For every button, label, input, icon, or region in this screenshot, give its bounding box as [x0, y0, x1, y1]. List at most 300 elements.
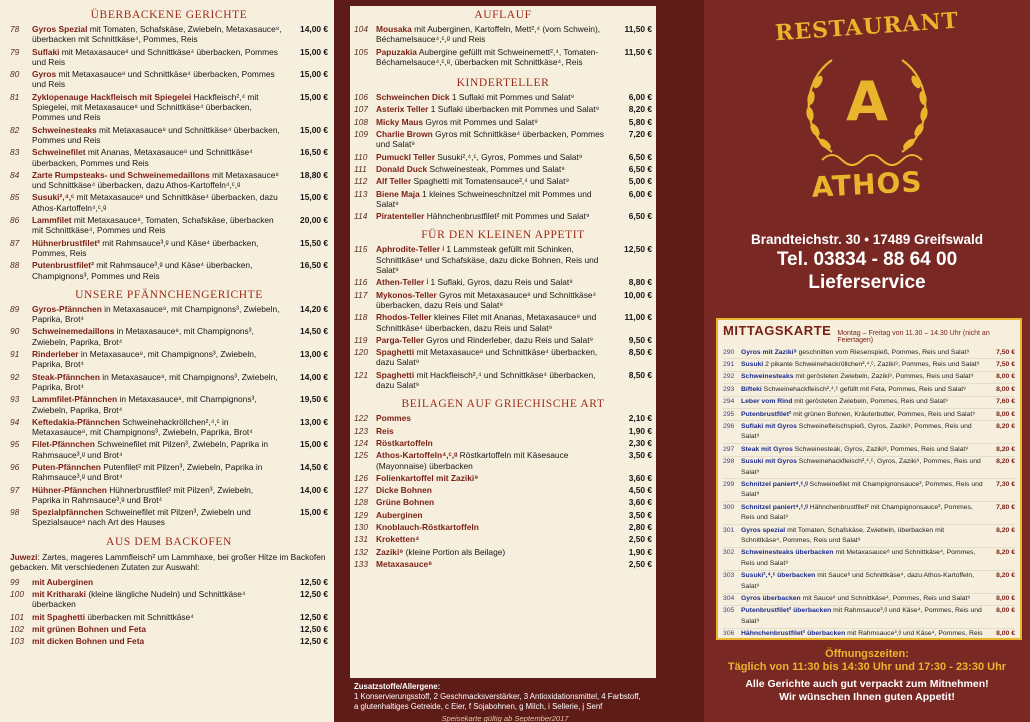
item-number: 304: [723, 595, 735, 603]
item-price: 8,00 €: [996, 410, 1015, 418]
item-price: 12,50 €: [300, 623, 328, 634]
item-name: Susuki²,⁴,ᶜ überbacken: [741, 572, 816, 580]
item-name: Hähnchenbrustfilet² überbacken: [741, 630, 846, 638]
item-number: 297: [723, 445, 735, 453]
item-price: 10,00 €: [624, 289, 652, 300]
item-details: (kleine Portion als Beilage): [403, 546, 506, 557]
item-price: 14,50 €: [300, 461, 328, 472]
item-number: 128: [354, 497, 368, 508]
menu-item: [354, 103, 652, 115]
item-number: 116: [354, 277, 368, 288]
menu-item: [723, 479, 1015, 502]
item-price: 14,00 €: [300, 371, 328, 382]
mittagskarte-title: MITTAGSKARTE: [723, 323, 832, 338]
item-number: 129: [354, 509, 368, 520]
menu-item: [354, 346, 652, 369]
item-name: Reis: [376, 425, 394, 436]
item-description: [376, 244, 610, 275]
item-details: Gyros mit Metaxasauce⁸ und Schnittkäse⁴ überbacken, dazu Reis und Salat⁹: [376, 289, 597, 310]
menu-item: [10, 623, 328, 635]
item-number: 305: [723, 607, 735, 615]
restaurant-name: ATHOS: [810, 165, 924, 204]
item-name: Mousaka: [376, 24, 412, 34]
item-number: 132: [354, 546, 368, 557]
item-description: [376, 534, 610, 544]
item-description: [376, 522, 610, 532]
menu-item: [354, 23, 652, 46]
item-name: Gyros Spezial: [32, 24, 88, 34]
menu-item: [10, 191, 328, 214]
menu-item: [354, 243, 652, 276]
item-description: [741, 594, 983, 604]
section-title-backofen: AUS DEM BACKOFEN: [106, 535, 232, 548]
menu-item: [354, 311, 652, 334]
item-details: mit Sauce⁸ und Schnittkäse⁴, dazu Athos-Kartoffeln, Salat⁹: [741, 572, 974, 590]
item-number: 118: [354, 312, 368, 323]
item-price: 8,80 €: [628, 277, 652, 288]
item-description: [376, 152, 610, 162]
item-name: Zyklopenauge Hackfleisch mit Spiegelei: [32, 91, 192, 102]
item-name: Micky Maus: [376, 116, 424, 127]
item-description: [376, 347, 610, 368]
item-price: 12,50 €: [300, 576, 328, 587]
item-name: Dicke Bohnen: [376, 485, 432, 496]
item-price: 8,20 €: [628, 104, 652, 115]
item-description: [741, 397, 983, 407]
item-number: 99: [10, 576, 20, 587]
item-price: 4,50 €: [628, 485, 652, 496]
item-description: [741, 526, 983, 547]
item-details: mit Metaxasauce⁸ und Schnittkäse⁴ überbacken, Pommes und Reis: [32, 46, 278, 67]
menu-item: [723, 359, 1015, 371]
item-description: [376, 450, 610, 471]
menu-item: [10, 438, 328, 461]
item-name: Schweinesteaks: [32, 124, 97, 135]
item-details: Schweinefilet mit Champignonsauce³, Pommes, Reis und Salat⁹: [741, 480, 983, 499]
item-details: mit Auberginen, Kartoffeln, Mett²,⁴ (vom Schwein), Béchamelsauce⁴,ᶜ,ᵍ und Reis: [376, 24, 601, 45]
item-price: 19,50 €: [300, 394, 328, 405]
item-description: [32, 69, 286, 90]
item-name: Putenbrustfilet²: [741, 410, 792, 418]
item-details: (kleine längliche Nudeln) und Schnittkäse⁴ überbacken: [32, 589, 246, 610]
item-number: 298: [723, 458, 735, 466]
item-details: mit Metaxasauce⁸ und Schnittkäse⁴, Pommes, Reis und Salat⁹: [741, 549, 976, 567]
item-number: 102: [10, 623, 24, 634]
menu-item: [354, 175, 652, 187]
restaurant-address: Brandteichstr. 30 • 17489 Greifswald: [750, 232, 984, 247]
menu-item: [723, 571, 1015, 594]
item-description: [741, 571, 983, 592]
menu-item: [10, 325, 328, 348]
menu-item: [10, 146, 328, 169]
item-details: Hähnchenbrustfilet² mit Pommes und Salat⁹: [424, 211, 590, 222]
item-price: 12,50 €: [300, 589, 328, 600]
item-description: [32, 349, 286, 370]
item-name: Zaziki⁹: [376, 546, 404, 557]
item-details: mit gerösteten Zwiebeln, Pommes, Reis und Salat⁹: [792, 398, 948, 406]
item-price: 3,50 €: [628, 509, 652, 520]
menu-item: [10, 23, 328, 46]
item-description: [376, 117, 610, 127]
menu-item: [723, 502, 1015, 525]
menu-list-kleinen: [354, 243, 652, 391]
item-name: Pumuckl Teller: [376, 151, 435, 162]
item-number: 292: [723, 373, 735, 381]
item-number: 296: [723, 422, 735, 430]
item-details: mit Metaxasauce⁸ und Schnittkäse⁴ überbacken, dazu Athos-Kartoffeln⁴,ᶜ,ᵍ: [32, 192, 278, 213]
item-details: Schweinesteak, Gyros, Zaziki⁹, Pommes, Reis und Salat⁹: [792, 445, 969, 453]
closing-wish: Wir wünschen Ihnen guten Appetit!: [779, 691, 955, 703]
item-number: 94: [10, 416, 20, 427]
item-price: 7,80 €: [996, 503, 1015, 511]
item-price: 8,20 €: [996, 526, 1015, 534]
item-name: Filet-Pfännchen: [32, 439, 95, 450]
item-description: [741, 629, 983, 640]
item-name: Donald Duck: [376, 163, 428, 174]
item-details: mit Tomaten, Schafskäse, Zwiebeln, Metaxasauce⁸, überbacken mit Schnittkäse⁴, Pommes, Reis: [32, 24, 282, 45]
item-description: [376, 497, 610, 507]
item-description: [376, 277, 610, 287]
item-price: 8,20 €: [996, 458, 1015, 466]
item-description: [741, 422, 983, 443]
item-number: 88: [10, 260, 20, 271]
item-name: Lammfilet-Pfännchen: [32, 394, 118, 405]
item-price: 15,00 €: [300, 69, 328, 80]
item-price: 13,00 €: [300, 349, 328, 360]
item-name: mit Kritharaki: [32, 589, 86, 600]
item-price: 6,50 €: [628, 151, 652, 162]
item-name: Suflaki: [32, 46, 60, 57]
item-price: 9,50 €: [628, 334, 652, 345]
item-description: [741, 480, 983, 501]
item-name: Aphrodite-Teller ʲ: [376, 244, 445, 255]
item-price: 13,00 €: [300, 416, 328, 427]
item-number: 109: [354, 129, 368, 140]
item-details: mit Ananas, Metaxasauce⁸ und Schnittkäse⁴ überbacken, Pommes und Reis: [32, 147, 253, 168]
item-description: [376, 47, 610, 68]
item-price: 7,50 €: [996, 348, 1015, 356]
item-details: geschnitten vom Riesenspieß, Pommes, Reis und Salat⁹: [796, 348, 970, 356]
item-name: Pommes: [376, 413, 411, 424]
item-number: 106: [354, 92, 368, 103]
item-price: 7,30 €: [996, 480, 1015, 488]
item-price: 8,20 €: [996, 422, 1015, 430]
item-name: Grüne Bohnen: [376, 497, 435, 508]
item-details: Schweinehackfleisch²,⁴,ᶜ, Gyros, Zaziki⁹, Pommes, Reis und Salat⁹: [741, 458, 981, 476]
item-description: [32, 215, 286, 236]
menu-item: [354, 91, 652, 103]
item-description: [32, 304, 286, 325]
menu-valid-note: Speisekarte gültig ab September2017: [441, 714, 569, 722]
item-number: 300: [723, 503, 735, 511]
menu-list-beilagen: [354, 412, 652, 570]
item-name: Lammfilet: [32, 215, 72, 226]
menu-item: [10, 484, 328, 507]
item-name: Parga-Teller: [376, 334, 424, 345]
item-number: 125: [354, 450, 368, 461]
item-details: Schweinesteak, Pommes und Salat⁹: [427, 163, 565, 174]
item-description: [376, 104, 610, 114]
item-details: in Metaxasauce⁸, mit Champignons³, Zwiebeln, Paprika, Brot⁴: [32, 326, 254, 347]
allergen-legend: Zusatzstoffe/Allergene: 1 Konservierungsstoff, 2 Geschmacksverstärker, 3 Antioxidationsmittel, 4 Farbstoff, a glutenhaltiges Getreide, c Eier, f Sojabohnen, g Milch, i Sellerie, j Senf: [354, 682, 641, 711]
menu-item: [354, 509, 652, 521]
item-description: [376, 24, 610, 45]
menu-item: [10, 46, 328, 69]
item-name: Putenbrustfilet²: [32, 260, 94, 271]
mittagskarte-box: [716, 318, 1022, 640]
item-number: 120: [354, 347, 368, 358]
item-price: 15,00 €: [300, 124, 328, 135]
section-title-auflauf: AUFLAUF: [474, 9, 532, 21]
menu-item: [354, 496, 652, 508]
menu-item: [723, 384, 1015, 396]
item-name: Metaxasauce⁸: [376, 558, 433, 569]
item-name: Steak-Pfännchen: [32, 371, 100, 382]
item-description: [376, 189, 610, 210]
item-description: [32, 326, 286, 347]
menu-item: [10, 393, 328, 416]
item-details: kleines Filet mit Ananas, Metaxasauce⁸ und Schnittkäse⁴ überbacken, dazu Reis und Salat⁹: [376, 312, 597, 333]
item-description: [741, 385, 983, 395]
item-name: Rhodos-Teller: [376, 312, 432, 323]
item-description: [376, 473, 610, 483]
item-name: Gyros mit Zaziki⁹: [741, 348, 797, 356]
menu-item: [10, 214, 328, 237]
item-details: mit Rahmsauce³,ᵍ und Käse⁴ überbacken, Pommes, Reis: [32, 237, 259, 258]
item-name: Schnitzel paniert⁴,ᶜ,ᵍ: [741, 503, 808, 511]
menu-item: [354, 472, 652, 484]
item-number: 291: [723, 360, 735, 368]
item-name: Gyros spezial: [741, 526, 786, 534]
item-number: 301: [723, 526, 735, 534]
item-details: mit Metaxasauce⁸ und Schnittkäse⁴ überbacken, dazu Athos-Kartoffeln⁴,ᶜ,ᵍ: [32, 169, 279, 191]
item-details: in Metaxasauce⁸, mit Champignons³, Zwiebeln, Paprika, Brot⁴: [32, 303, 280, 325]
item-name: mit Auberginen: [32, 576, 94, 587]
item-name: Alf Teller: [376, 176, 412, 187]
item-details: Gyros und Rinderleber, dazu Reis und Salat⁹: [423, 334, 594, 345]
item-number: 122: [354, 413, 368, 424]
item-number: 80: [10, 69, 20, 80]
item-number: 79: [10, 46, 20, 57]
item-price: 2,50 €: [628, 534, 652, 545]
menu-item: [723, 629, 1015, 640]
menu-item: [354, 369, 652, 392]
menu-item: [10, 237, 328, 260]
menu-item: [723, 606, 1015, 629]
item-name: mit dicken Bohnen und Feta: [32, 636, 145, 647]
item-name: Kroketten⁴: [376, 534, 420, 545]
item-name: Piratenteller: [376, 211, 425, 222]
item-number: 111: [354, 163, 367, 174]
item-description: [741, 372, 983, 382]
item-description: [741, 410, 983, 420]
item-price: 1,90 €: [628, 425, 652, 436]
item-price: 6,50 €: [628, 163, 652, 174]
item-name: Suflaki mit Gyros: [741, 422, 797, 430]
item-price: 15,00 €: [300, 439, 328, 450]
item-details: Gyros mit Pommes und Salat⁹: [423, 116, 538, 127]
item-price: 3,60 €: [628, 472, 652, 483]
item-price: 2,80 €: [628, 521, 652, 532]
item-details: mit Rahmsauce³,ᵍ und Käse⁴, Pommes, Reis und Salat⁹: [741, 607, 982, 625]
menu-item: [723, 444, 1015, 456]
item-number: 108: [354, 116, 368, 127]
item-price: 8,20 €: [996, 549, 1015, 557]
item-details: Susuki²,⁴,ᶜ, Gyros, Pommes und Salat⁹: [434, 151, 583, 162]
item-number: 293: [723, 385, 735, 393]
item-description: [32, 577, 286, 587]
item-description: [32, 192, 286, 213]
item-name: Schweinesteaks: [741, 373, 794, 381]
item-details: überbacken mit Schnittkäse⁴: [85, 611, 194, 622]
item-price: 15,00 €: [300, 91, 328, 102]
item-details: in Metaxasauce⁸, mit Champignons³, Zwiebeln, Paprika, Brot⁴: [32, 394, 257, 415]
item-details: 1 Suflaki überbacken mit Pommes und Salat⁹: [428, 104, 600, 115]
item-details: 1 Lammsteak gefüllt mit Schinken, Schnittkäse⁴ und Schafskäse, dazu dicke Bohnen, Reis und Salat⁹: [376, 244, 599, 276]
item-details: mit Hackfleisch²,⁴ und Schnittkäse⁴ überbacken, dazu Salat⁹: [376, 369, 596, 391]
item-price: 3,50 €: [628, 450, 652, 461]
item-price: 11,50 €: [624, 46, 652, 57]
item-description: [376, 164, 610, 174]
item-price: 20,00 €: [300, 215, 328, 226]
section-title-kleinen: FÜR DEN KLEINEN APPETIT: [421, 229, 585, 242]
menu-item: [723, 548, 1015, 571]
item-price: 5,80 €: [628, 116, 652, 127]
item-details: Hühnerbrustfilet² mit Pilzen³, Zwiebeln, Paprika in Rahmsauce³,ᵍ und Brot⁴: [32, 484, 254, 505]
item-details: in Metaxasauce⁸, mit Champignons³, Zwiebeln, Paprika, Brot⁴: [32, 371, 278, 392]
item-name: Schweinemedaillons: [32, 326, 115, 337]
item-name: Folienkartoffel mit Zaziki⁹: [376, 472, 479, 483]
item-details: mit Sauce⁸ und Schnittkäse⁴, Pommes, Reis und Salat⁹: [800, 595, 971, 603]
menu-item: [723, 594, 1015, 606]
item-number: 100: [10, 589, 24, 600]
item-details: in Metaxasauce⁸, mit Champignons³, Zwiebeln, Paprika, Brot⁴: [32, 349, 257, 370]
item-price: 7,50 €: [996, 360, 1015, 368]
item-name: Spaghetti: [376, 369, 415, 380]
item-price: 8,50 €: [628, 347, 652, 358]
item-number: 126: [354, 472, 368, 483]
item-name: Gyros überbacken: [741, 595, 801, 603]
logo-letter: A: [846, 70, 888, 133]
item-details: 1 kleines Schweineschnitzel mit Pommes und Salat⁹: [376, 188, 592, 209]
item-name: Gyros: [32, 69, 57, 80]
item-number: 87: [10, 237, 20, 248]
menu-item: [354, 46, 652, 69]
item-description: [32, 372, 286, 393]
item-number: 93: [10, 394, 20, 405]
item-number: 295: [723, 410, 735, 418]
menu-list-backofen: [10, 576, 328, 648]
item-number: 114: [354, 211, 368, 222]
restaurant-phone[interactable]: Tel. 03834 - 88 64 00: [776, 249, 958, 270]
item-details: Schweinehackfleisch²,⁴,ᶜ gefüllt mit Feta, Pommes, Reis und Salat⁹: [761, 385, 967, 393]
item-price: 8,50 €: [628, 369, 652, 380]
menu-item: [354, 334, 652, 346]
item-number: 131: [354, 534, 368, 545]
menu-item: [10, 588, 328, 611]
item-description: [376, 413, 610, 423]
item-number: 112: [354, 176, 368, 187]
section-title-kinderteller: KINDERTELLER: [456, 77, 550, 90]
item-name: Schnitzel paniert⁴,ᶜ,ᵍ: [741, 480, 808, 488]
item-description: [741, 348, 983, 358]
item-description: [32, 439, 286, 460]
item-details: mit Metaxasauce⁸, Tomaten, Schafskäse, überbacken mit Schnittkäse⁴, Pommes und Reis: [32, 215, 274, 236]
item-price: 1,90 €: [628, 546, 652, 557]
item-name: Susuki mit Gyros: [741, 458, 797, 466]
item-number: 95: [10, 439, 20, 450]
item-name: Gyros-Pfännchen: [32, 303, 102, 314]
menu-item: [354, 521, 652, 533]
item-price: 8,20 €: [996, 445, 1015, 453]
item-details: Röstkartoffeln mit Käsesauce (Mayonnaise) überbacken: [376, 450, 569, 471]
item-price: 14,50 €: [300, 326, 328, 337]
item-name: Spaghetti: [376, 347, 415, 358]
menu-item: [10, 303, 328, 326]
menu-item: [10, 91, 328, 124]
menu-item: [10, 68, 328, 91]
menu-item: [10, 124, 328, 147]
item-number: 117: [354, 289, 368, 300]
item-number: 97: [10, 484, 20, 495]
menu-item: [10, 461, 328, 484]
item-price: 2,10 €: [628, 413, 652, 424]
item-name: Biene Maja: [376, 188, 420, 199]
item-name: Auberginen: [376, 509, 423, 520]
item-price: 8,00 €: [996, 385, 1015, 393]
item-number: 98: [10, 507, 20, 518]
item-description: [32, 170, 286, 191]
item-description: [376, 312, 610, 333]
item-description: [32, 462, 286, 483]
menu-item: [354, 128, 652, 151]
item-number: 84: [10, 169, 20, 180]
menu-item: [723, 525, 1015, 548]
item-price: 6,00 €: [628, 188, 652, 199]
item-description: [32, 394, 286, 415]
item-details: Schweinefilet mit Pilzen³, Zwiebeln und Spezialsauce⁸ nach Art des Hauses: [32, 507, 251, 528]
item-details: mit Rahmsauce³,ᵍ und Käse⁴ überbacken, Champignons³, Pommes und Reis: [32, 260, 253, 281]
item-description: [376, 290, 610, 311]
item-description: [32, 47, 286, 68]
item-description: [376, 438, 610, 448]
menu-list-ueberbackene: [10, 23, 328, 282]
opening-hours-text: Täglich von 11:30 bis 14:30 Uhr und 17:30 - 23:30 Uhr: [727, 661, 1007, 673]
item-details: 1 Suflaki, Gyros, dazu Reis und Salat⁹: [428, 277, 573, 288]
item-description: [376, 92, 610, 102]
menu-panel-left: [0, 0, 334, 722]
menu-item: [10, 635, 328, 647]
item-description: [32, 507, 286, 528]
item-name: Athos-Kartoffeln⁴,ᶜ,ᵍ: [376, 450, 458, 461]
item-price: 14,00 €: [300, 24, 328, 34]
item-details: Hackfleisch²,⁴ mit Spiegelei, mit Metaxasauce⁸ und Schnittkäse⁴ überbacken, Pommes und Reis: [32, 91, 259, 123]
menu-item: [354, 533, 652, 545]
item-number: 110: [354, 151, 368, 162]
item-name: Athen-Teller ʲ: [376, 277, 429, 288]
item-description: [32, 147, 286, 168]
menu-item: [10, 259, 328, 282]
item-number: 130: [354, 521, 368, 532]
item-details: Gyros mit Schnittkäse⁴ überbacken, Pommes und Salat⁹: [376, 129, 604, 150]
item-number: 104: [354, 24, 368, 34]
menu-item: [10, 416, 328, 439]
menu-item: [723, 372, 1015, 384]
item-number: 119: [354, 334, 368, 345]
item-price: 16,50 €: [300, 147, 328, 158]
item-number: 82: [10, 124, 20, 135]
item-number: 115: [354, 244, 368, 255]
